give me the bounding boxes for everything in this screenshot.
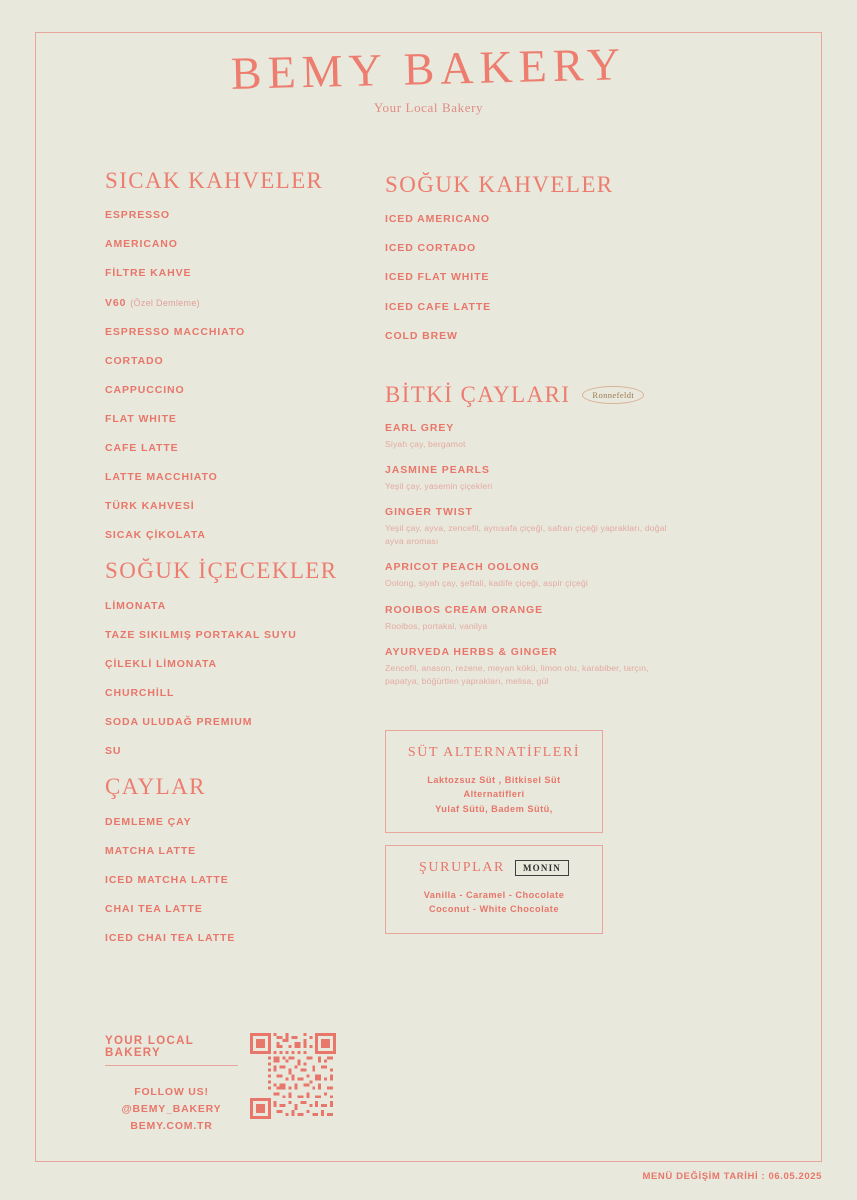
item-name: ESPRESSO bbox=[105, 209, 170, 222]
item-name: ICED CHAI TEA LATTE bbox=[105, 931, 236, 944]
list-item bbox=[105, 687, 380, 700]
list-item bbox=[105, 745, 380, 758]
qr-code[interactable] bbox=[250, 1033, 336, 1119]
item-name: AMERICANO bbox=[105, 238, 178, 251]
list-item bbox=[385, 330, 685, 343]
section-title-hot-coffee: SICAK KAHVELER bbox=[105, 168, 324, 193]
footer-title: YOUR LOCAL BAKERY bbox=[105, 1035, 238, 1066]
section-title-cold-drinks: SOĞUK İÇECEKLER bbox=[105, 558, 338, 584]
item-name: CHURCHİLL bbox=[105, 687, 175, 699]
syrup-box-line-2: Coconut - White Chocolate bbox=[429, 904, 559, 915]
syrup-box-header bbox=[396, 860, 592, 876]
syrup-box-title: ŞURUPLAR bbox=[419, 860, 505, 875]
list-item bbox=[105, 297, 380, 310]
list-item bbox=[105, 209, 380, 222]
item-name: CAPPUCCINO bbox=[105, 383, 185, 396]
item-description: Yeşil çay, yasemin çiçekleri bbox=[385, 481, 493, 492]
item-name: COLD BREW bbox=[385, 329, 458, 342]
list-item bbox=[105, 471, 380, 484]
list-item bbox=[105, 355, 380, 368]
right-column bbox=[385, 172, 685, 701]
list-cold-coffee bbox=[385, 213, 685, 342]
syrup-box-line-1: Vanilla - Caramel - Chocolate bbox=[423, 890, 565, 900]
item-name: MATCHA LATTE bbox=[105, 844, 197, 857]
list-teas bbox=[105, 816, 380, 945]
list-item bbox=[105, 529, 380, 542]
item-name: DEMLEME ÇAY bbox=[105, 815, 192, 828]
herbal-teas-header bbox=[385, 382, 685, 407]
section-title-teas: ÇAYLAR bbox=[105, 774, 206, 800]
item-name: ESPRESSO MACCHIATO bbox=[105, 325, 246, 338]
list-item bbox=[105, 500, 380, 513]
list-item bbox=[385, 561, 685, 589]
milk-box-line-1: Laktozsuz Süt , Bitkisel Süt Alternatifleri bbox=[427, 775, 561, 800]
item-name: ICED MATCHA LATTE bbox=[105, 873, 229, 886]
milk-box-title: SÜT ALTERNATİFLERİ bbox=[407, 745, 581, 760]
list-item bbox=[105, 267, 380, 280]
item-name: LATTE MACCHIATO bbox=[105, 471, 218, 484]
item-description: Siyah çay, bergamot bbox=[385, 438, 466, 449]
item-name: TÜRK KAHVESİ bbox=[105, 500, 195, 513]
list-item bbox=[385, 506, 685, 547]
brand-tagline: Your Local Bakery bbox=[373, 100, 484, 115]
ronnefeldt-logo: Ronnefeldt bbox=[582, 386, 644, 404]
item-name: CAFE LATTE bbox=[105, 442, 179, 455]
list-item bbox=[105, 845, 380, 858]
list-item bbox=[385, 422, 685, 450]
item-description: Zencefil, anason, rezene, meyan kökü, limon otu, karabiber, tarçın, papatya, böğürtlen yaprakları, melisa, gül bbox=[385, 663, 649, 686]
section-title-herbal-teas: BİTKİ ÇAYLARI bbox=[385, 382, 571, 408]
list-item bbox=[105, 442, 380, 455]
left-column bbox=[105, 168, 380, 961]
item-name: APRICOT PEACH OOLONG bbox=[385, 561, 540, 574]
item-name: ÇİLEKLİ LİMONATA bbox=[105, 657, 217, 670]
item-name: JASMINE PEARLS bbox=[385, 464, 490, 477]
list-item bbox=[105, 326, 380, 339]
list-item bbox=[105, 716, 380, 729]
item-name: FİLTRE KAHVE bbox=[105, 267, 192, 280]
list-item bbox=[105, 384, 380, 397]
item-name: V60 bbox=[105, 296, 127, 309]
item-name: TAZE SIKILMIŞ PORTAKAL SUYU bbox=[105, 628, 297, 641]
footer-social-block bbox=[105, 1084, 238, 1134]
list-item bbox=[105, 238, 380, 251]
list-item bbox=[385, 271, 685, 284]
item-name: EARL GREY bbox=[385, 421, 455, 434]
item-name: AYURVEDA HERBS & GINGER bbox=[385, 646, 558, 659]
item-note: (Özel Demleme) bbox=[130, 297, 200, 308]
item-name: ICED CORTADO bbox=[385, 242, 477, 255]
item-name: ICED FLAT WHITE bbox=[385, 271, 490, 284]
item-name: SODA ULUDAĞ PREMIUM bbox=[105, 716, 253, 729]
section-title-cold-coffee: SOĞUK KAHVELER bbox=[385, 172, 614, 197]
list-item bbox=[385, 604, 685, 632]
list-cold-drinks bbox=[105, 600, 380, 758]
list-item bbox=[385, 242, 685, 255]
monin-logo: MONIN bbox=[515, 860, 569, 876]
item-description: Oolong, siyah çay, şeftali, kadife çiçeği, aspir çiçeği bbox=[385, 578, 588, 589]
footer-instagram-handle: @BEMY_BAKERY bbox=[121, 1102, 222, 1115]
list-item bbox=[105, 903, 380, 916]
list-herbal-teas bbox=[385, 422, 685, 688]
milk-alternatives-box bbox=[385, 730, 603, 833]
list-item bbox=[105, 816, 380, 829]
list-hot-coffee bbox=[105, 209, 380, 542]
list-item bbox=[105, 658, 380, 671]
list-item bbox=[385, 464, 685, 492]
list-item bbox=[105, 600, 380, 613]
item-name: ICED AMERICANO bbox=[385, 213, 490, 226]
syrups-box bbox=[385, 845, 603, 934]
list-item bbox=[105, 629, 380, 642]
item-description: Rooibos, portakal, vanilya bbox=[385, 620, 488, 631]
list-item bbox=[385, 646, 685, 687]
item-name: ROOIBOS CREAM ORANGE bbox=[385, 603, 544, 616]
item-name: SU bbox=[105, 745, 122, 758]
item-name: LİMONATA bbox=[105, 599, 167, 612]
list-item bbox=[105, 413, 380, 426]
item-description: Yeşil çay, ayva, zencefil, aynısafa çiçeği, safran çiçeği yaprakları, doğal ayva aroması bbox=[385, 523, 667, 546]
item-name: ICED CAFE LATTE bbox=[385, 300, 492, 313]
item-name: CHAI TEA LATTE bbox=[105, 902, 203, 915]
milk-box-line-2: Yulaf Sütü, Badem Sütü, bbox=[435, 803, 553, 814]
footer-website: BEMY.COM.TR bbox=[130, 1119, 213, 1132]
item-name: SICAK ÇİKOLATA bbox=[105, 529, 206, 542]
item-name: FLAT WHITE bbox=[105, 412, 177, 425]
item-name: CORTADO bbox=[105, 354, 164, 367]
list-item bbox=[385, 301, 685, 314]
list-item bbox=[105, 874, 380, 887]
list-item bbox=[105, 932, 380, 945]
item-name: GINGER TWIST bbox=[385, 506, 473, 519]
footer-follow-label: FOLLOW US! bbox=[134, 1086, 209, 1098]
brand-title: BEMY BAKERY bbox=[230, 38, 627, 99]
menu-change-date: MENÜ DEĞİŞİM TARİHİ : 06.05.2025 bbox=[642, 1171, 822, 1182]
list-item bbox=[385, 213, 685, 226]
